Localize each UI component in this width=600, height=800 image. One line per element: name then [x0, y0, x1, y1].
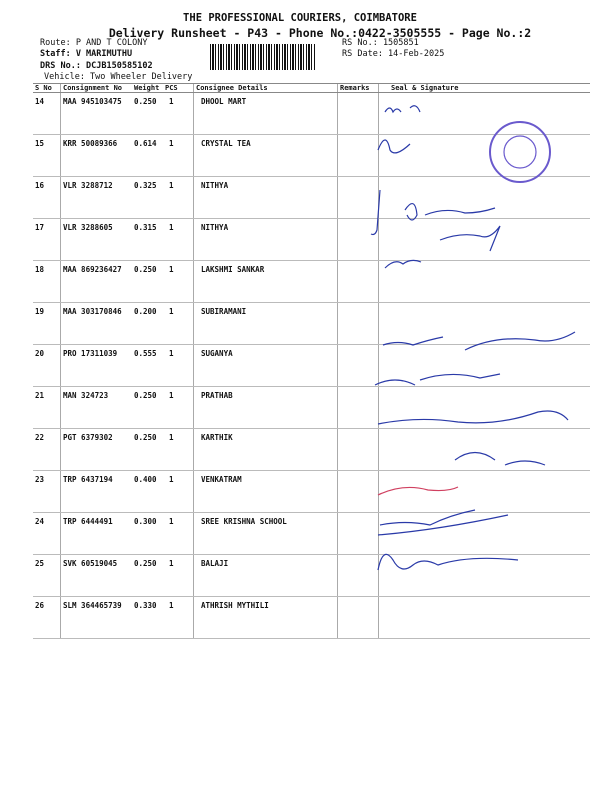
weight-cell: 0.555 [132, 345, 163, 387]
drs-no: DRS No.: DCJB150585102 [40, 61, 153, 71]
consignee-cell: BALAJI [194, 555, 338, 597]
consignment-no-cell: TRP 6437194 [61, 471, 133, 513]
consignee-cell: SREE KRISHNA SCHOOL [194, 513, 338, 555]
pcs-cell: 1 [163, 303, 194, 345]
consignment-no-cell: TRP 6444491 [61, 513, 133, 555]
seal-signature-cell [379, 429, 591, 471]
pcs-cell: 1 [163, 429, 194, 471]
staff: Staff: V MARIMUTHU [40, 49, 133, 59]
seal-signature-cell [379, 471, 591, 513]
consignee-cell: DHOOL MART [194, 93, 338, 135]
remarks-cell [338, 303, 379, 345]
consignee-cell: NITHYA [194, 177, 338, 219]
sno-cell: 16 [33, 177, 61, 219]
pcs-cell: 1 [163, 345, 194, 387]
col-seal: Seal & Signature [379, 84, 591, 93]
seal-signature-cell [379, 513, 591, 555]
remarks-cell [338, 387, 379, 429]
col-remarks: Remarks [338, 84, 379, 93]
remarks-cell [338, 471, 379, 513]
weight-cell: 0.325 [132, 177, 163, 219]
col-sno: S No [33, 84, 61, 93]
table-row [33, 513, 590, 555]
consignment-no-cell: MAN 324723 [61, 387, 133, 429]
pcs-cell: 1 [163, 597, 194, 639]
pcs-cell: 1 [163, 135, 194, 177]
consignment-no-cell: PRO 17311039 [61, 345, 133, 387]
seal-signature-cell [379, 345, 591, 387]
table-row [33, 387, 590, 429]
pcs-cell: 1 [163, 261, 194, 303]
consignment-no-cell: SLM 364465739 [61, 597, 133, 639]
route: Route: P AND T COLONY [40, 38, 148, 48]
weight-cell: 0.330 [132, 597, 163, 639]
weight-cell: 0.315 [132, 219, 163, 261]
consignment-no-cell: VLR 3288605 [61, 219, 133, 261]
table-row [33, 93, 590, 135]
consignee-cell: ATHRISH MYTHILI [194, 597, 338, 639]
consignment-no-cell: MAA 869236427 [61, 261, 133, 303]
table-header [33, 84, 590, 93]
sno-cell: 18 [33, 261, 61, 303]
consignee-cell: PRATHAB [194, 387, 338, 429]
consignee-cell: NITHYA [194, 219, 338, 261]
col-weight: Weight [132, 84, 163, 93]
sno-cell: 21 [33, 387, 61, 429]
seal-signature-cell [379, 177, 591, 219]
pcs-cell: 1 [163, 93, 194, 135]
seal-signature-cell [379, 387, 591, 429]
sno-cell: 26 [33, 597, 61, 639]
sno-cell: 14 [33, 93, 61, 135]
weight-cell: 0.200 [132, 303, 163, 345]
runsheet-table [33, 83, 590, 639]
pcs-cell: 1 [163, 471, 194, 513]
pcs-cell: 1 [163, 555, 194, 597]
table-row [33, 303, 590, 345]
sno-cell: 22 [33, 429, 61, 471]
pcs-cell: 1 [163, 177, 194, 219]
seal-signature-cell [379, 261, 591, 303]
seal-signature-cell [379, 219, 591, 261]
sno-cell: 23 [33, 471, 61, 513]
consignment-no-cell: MAA 945103475 [61, 93, 133, 135]
consignee-cell: SUBIRAMANI [194, 303, 338, 345]
table-row [33, 555, 590, 597]
seal-signature-cell [379, 597, 591, 639]
rs-no: RS No.: 1505851 [342, 38, 419, 48]
remarks-cell [338, 261, 379, 303]
consignee-cell: KARTHIK [194, 429, 338, 471]
consignment-no-cell: VLR 3288712 [61, 177, 133, 219]
remarks-cell [338, 429, 379, 471]
col-consignee: Consignee Details [194, 84, 338, 93]
sno-cell: 25 [33, 555, 61, 597]
consignment-no-cell: KRR 50089366 [61, 135, 133, 177]
rs-date: RS Date: 14-Feb-2025 [342, 49, 445, 59]
seal-signature-cell [379, 303, 591, 345]
table-row [33, 135, 590, 177]
remarks-cell [338, 513, 379, 555]
table-row [33, 261, 590, 303]
table-row [33, 429, 590, 471]
weight-cell: 0.250 [132, 387, 163, 429]
col-consignment: Consignment No [61, 84, 133, 93]
seal-signature-cell [379, 135, 591, 177]
consignee-cell: SUGANYA [194, 345, 338, 387]
pcs-cell: 1 [163, 513, 194, 555]
vehicle: Vehicle: Two Wheeler Delivery [44, 72, 193, 82]
weight-cell: 0.250 [132, 429, 163, 471]
table-row [33, 219, 590, 261]
table-row [33, 471, 590, 513]
consignee-cell: VENKATRAM [194, 471, 338, 513]
weight-cell: 0.614 [132, 135, 163, 177]
consignment-no-cell: SVK 60519045 [61, 555, 133, 597]
seal-signature-cell [379, 93, 591, 135]
consignee-cell: LAKSHMI SANKAR [194, 261, 338, 303]
remarks-cell [338, 597, 379, 639]
sno-cell: 17 [33, 219, 61, 261]
remarks-cell [338, 219, 379, 261]
pcs-cell: 1 [163, 219, 194, 261]
consignee-cell: CRYSTAL TEA [194, 135, 338, 177]
runsheet-subtitle: Delivery Runsheet - P43 - Phone No.:0422-3505555 - Page No.:2 [108, 26, 532, 40]
weight-cell: 0.400 [132, 471, 163, 513]
pcs-cell: 1 [163, 387, 194, 429]
col-pcs: PCS [163, 84, 194, 93]
seal-signature-cell [379, 555, 591, 597]
barcode [210, 44, 316, 70]
weight-cell: 0.300 [132, 513, 163, 555]
sno-cell: 20 [33, 345, 61, 387]
remarks-cell [338, 177, 379, 219]
remarks-cell [338, 93, 379, 135]
table-row [33, 345, 590, 387]
remarks-cell [338, 555, 379, 597]
table-row [33, 177, 590, 219]
consignment-no-cell: PGT 6379302 [61, 429, 133, 471]
sno-cell: 24 [33, 513, 61, 555]
weight-cell: 0.250 [132, 555, 163, 597]
remarks-cell [338, 135, 379, 177]
remarks-cell [338, 345, 379, 387]
sno-cell: 15 [33, 135, 61, 177]
company-title: THE PROFESSIONAL COURIERS, COIMBATORE [183, 12, 417, 24]
sno-cell: 19 [33, 303, 61, 345]
weight-cell: 0.250 [132, 93, 163, 135]
weight-cell: 0.250 [132, 261, 163, 303]
table-row [33, 597, 590, 639]
consignment-no-cell: MAA 303170846 [61, 303, 133, 345]
